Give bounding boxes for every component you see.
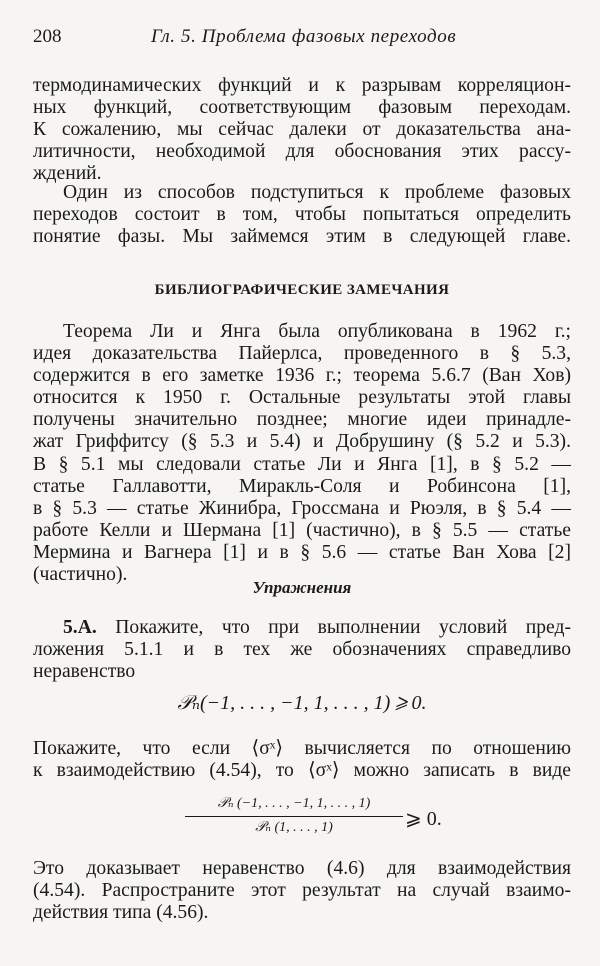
text-line: Теорема Ли и Янга была опубликована в 1962 г.; — [63, 321, 571, 342]
text-line: (4.54). Распространите этот результат на случай взаимо- — [33, 880, 571, 902]
text-line: Покажите, что если ⟨σˣ⟩ вычисляется по отношению — [33, 738, 571, 759]
text-line: (частично). — [33, 564, 128, 586]
text-line: получены значительно позднее; многие идеи принадле- — [33, 409, 571, 431]
paragraph-phases — [33, 182, 571, 248]
text-line: неравенство — [33, 661, 136, 683]
text-line: ложения 5.1.1 и в тех же обозначениях справедливо — [33, 639, 571, 661]
text-line: ных функций, соответствующим фазовым переходам. — [33, 97, 571, 119]
page-number: 208 — [33, 26, 62, 47]
text-line: К сожалению, мы сейчас далеки от доказательства ана- — [33, 119, 571, 141]
text-line: работе Келли и Шермана [1] (частично), в § 5.5 — статье — [33, 519, 571, 541]
text-line: понятие фазы. Мы займемся этим в следующей главе. — [33, 226, 571, 248]
inequality-relation: ⩾ 0. — [405, 808, 442, 830]
text-line: Мермина и Вагнера [1] и в § 5.6 — статье Ван Хова [2] — [33, 541, 571, 563]
text-line: жат Гриффитсу (§ 5.3 и 5.4) и Добрушину (§ 5.2 и 5.3). — [33, 431, 571, 453]
exercise-5a-middle — [33, 738, 571, 782]
paragraph-bibliography — [33, 321, 571, 586]
section-heading-exercises: Упражнения — [252, 578, 352, 597]
text-line: содержится в его заметке 1936 г.; теорема 5.6.7 (Ван Хов) — [33, 365, 571, 387]
page — [33, 0, 571, 966]
section-heading-bibliography: БИБЛИОГРАФИЧЕСКИЕ ЗАМЕЧАНИЯ — [154, 282, 450, 298]
fraction — [185, 794, 403, 838]
text-line: в § 5.3 — статье Жинибра, Гроссмана и Рюэля, в § 5.4 — — [33, 497, 571, 519]
paragraph-continuation — [33, 75, 571, 185]
text-line: термодинамических функций и к разрывам корреляцион- — [33, 75, 571, 96]
fraction-denominator: 𝒫ₙ (1, . . . , 1) — [255, 820, 333, 835]
exercise-text: Покажите, что при выполнении условий пред- — [115, 617, 571, 638]
text-line: действия типа (4.56). — [33, 902, 209, 924]
text-line: В § 5.1 мы следовали статье Ли и Янга [1], в § 5.2 — — [33, 453, 571, 475]
page-header — [33, 26, 571, 52]
fraction-bar — [185, 816, 403, 817]
text-line — [33, 617, 571, 639]
text-line: переходов состоит в том, чтобы попытаться определить — [33, 204, 571, 226]
exercise-5a-final — [33, 858, 571, 924]
exercise-label: 5.A. — [63, 617, 97, 638]
text-line: статье Галлавотти, Миракль-Соля и Робинсона [1], — [33, 475, 571, 497]
text-line: Один из способов подступиться к проблеме фазовых — [63, 182, 571, 203]
text-line: идея доказательства Пайерлса, проведенного в § 5.3, — [33, 343, 571, 365]
text-line: относится к 1950 г. Остальные результаты этой главы — [33, 387, 571, 409]
running-head: Гл. 5. Проблема фазовых переходов — [151, 26, 457, 47]
text-line: ждений. — [33, 163, 102, 185]
formula-inequality-1: 𝒫ₙ(−1, . . . , −1, 1, . . . , 1) ⩾ 0. — [177, 692, 427, 714]
text-line: к взаимодействию (4.54), то ⟨σˣ⟩ можно записать в виде — [33, 760, 571, 782]
exercise-5a-intro — [33, 617, 571, 683]
fraction-numerator: 𝒫ₙ (−1, . . . , −1, 1, . . . , 1) — [217, 796, 371, 811]
text-line: Это доказывает неравенство (4.6) для взаимодействия — [33, 858, 571, 879]
formula-inequality-2 — [33, 794, 571, 844]
text-line: литичности, необходимой для обоснования этих рассу- — [33, 141, 571, 163]
